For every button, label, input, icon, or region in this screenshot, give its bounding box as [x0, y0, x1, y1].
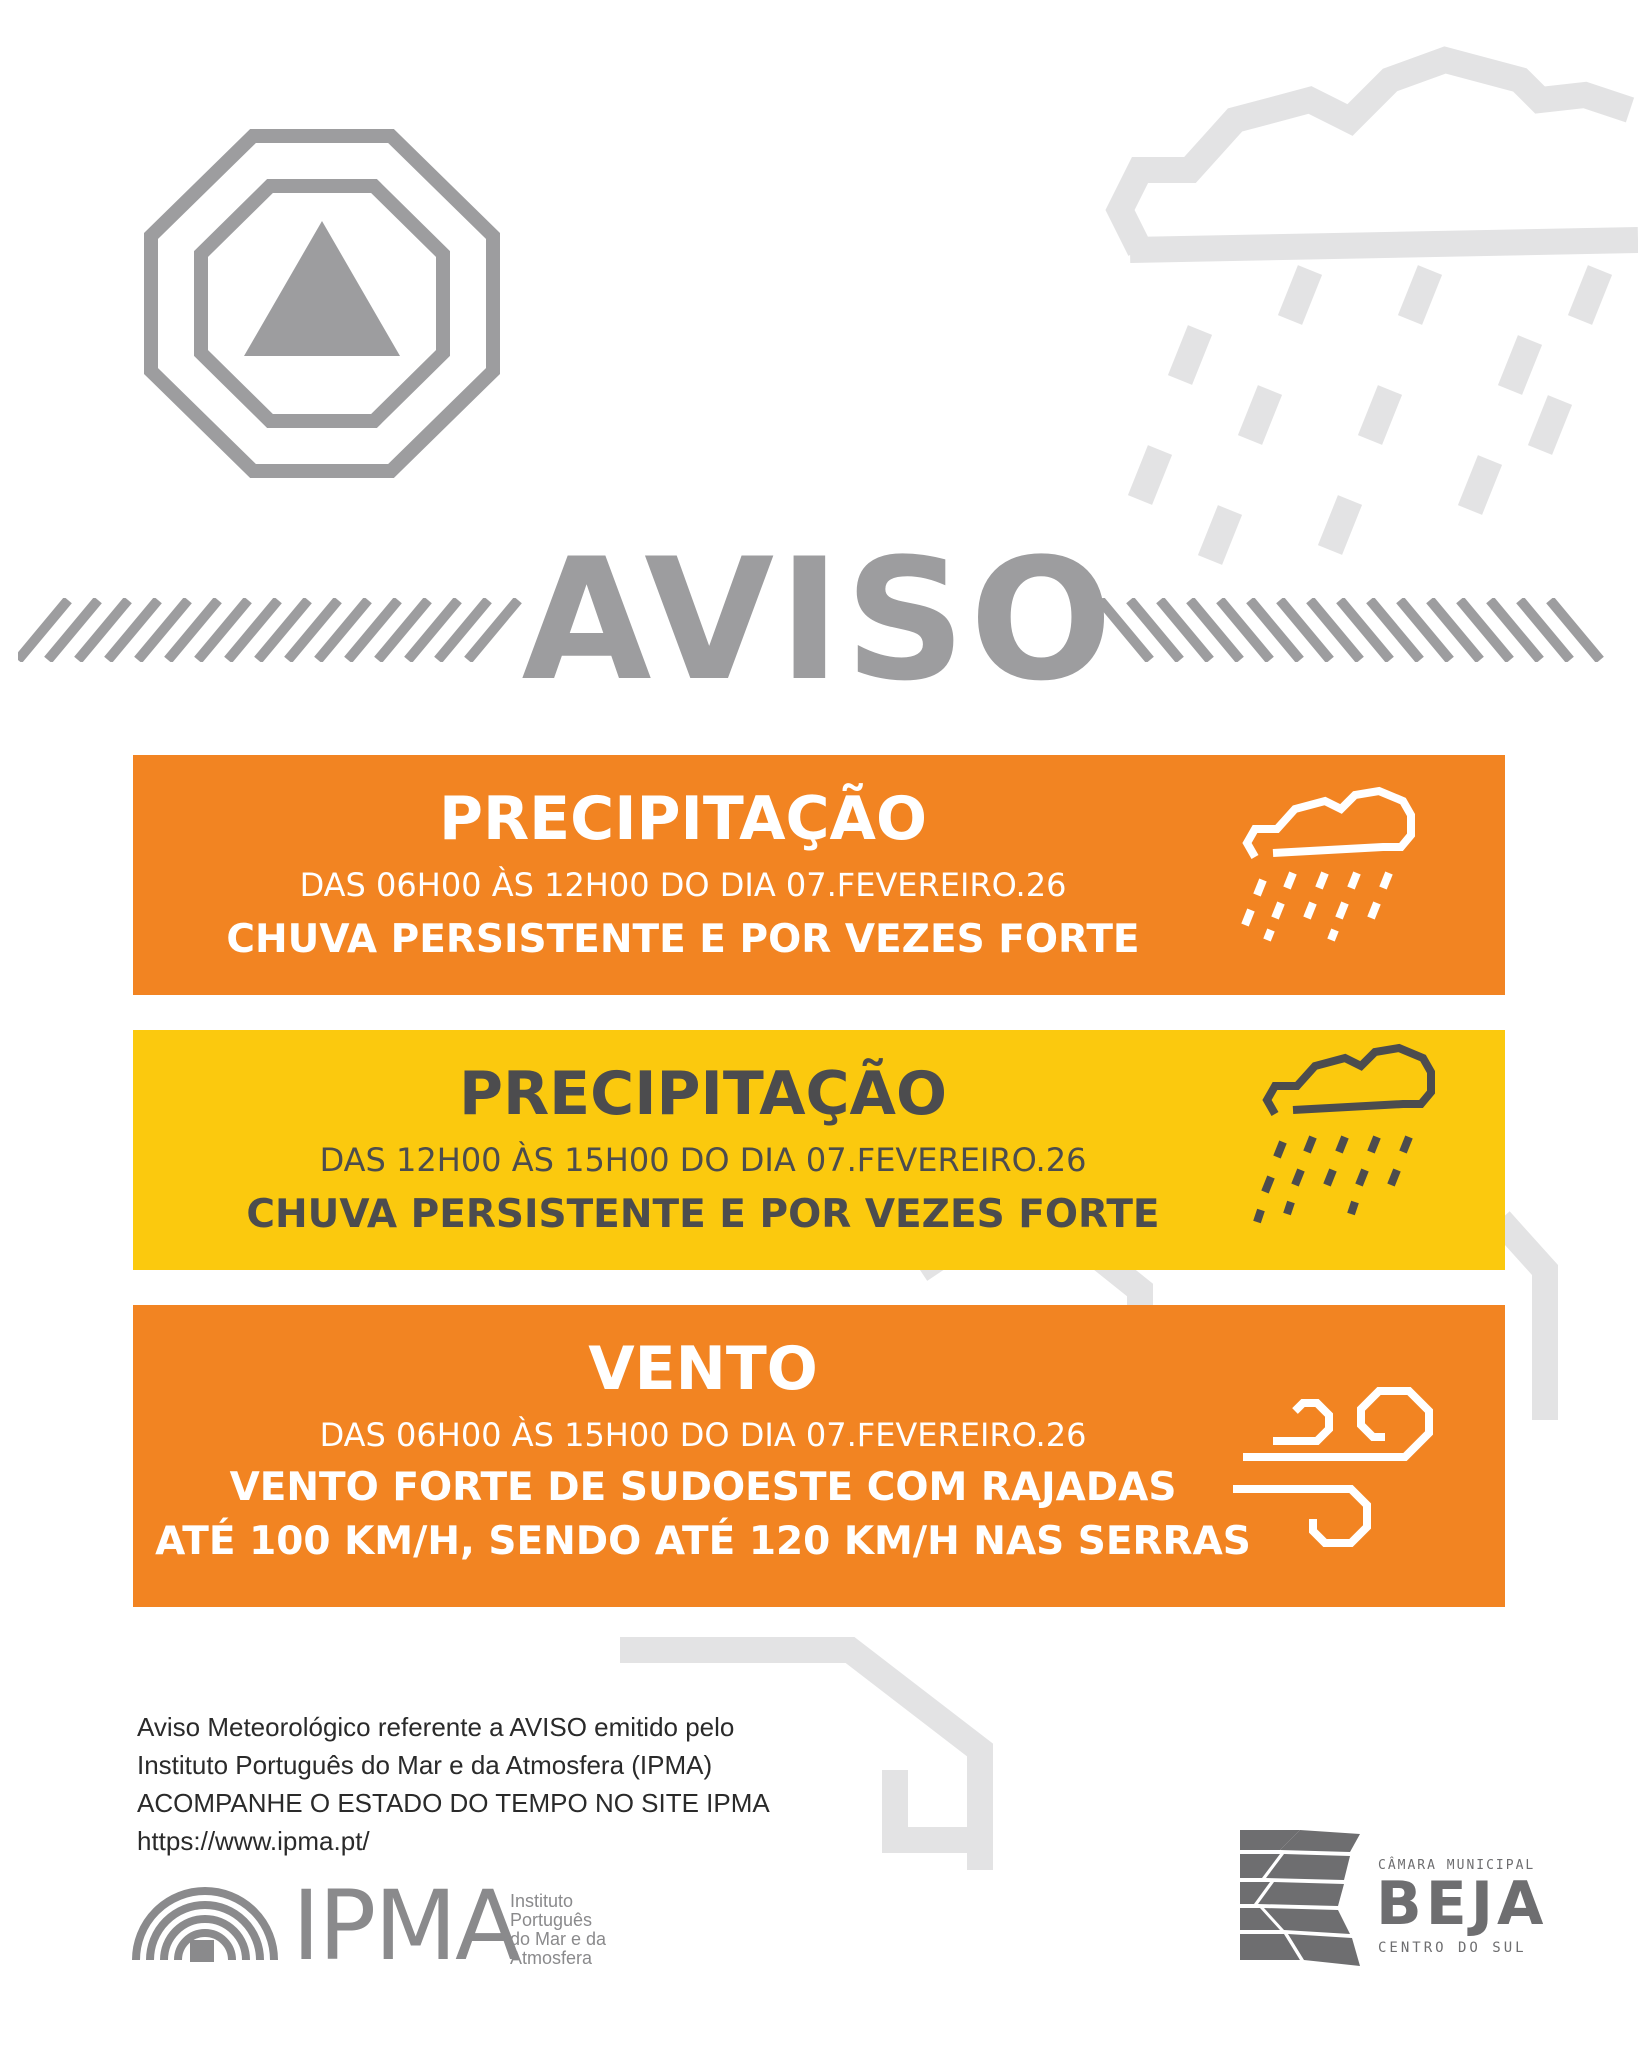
- rain-cloud-icon: [1233, 785, 1433, 955]
- ipma-logo-wordmark: IPMA: [292, 1870, 519, 1982]
- rain-cloud-icon: [1253, 1042, 1453, 1252]
- warning-panel-wind-orange: [133, 1305, 1505, 1607]
- panel-description: CHUVA PERSISTENTE E POR VEZES FORTE: [246, 1192, 1160, 1237]
- panel-description-line-2: ATÉ 100 KM/H, SENDO ATÉ 120 KM/H NAS SERRAS: [155, 1519, 1251, 1564]
- panel-period: DAS 12H00 ÀS 15H00 DO DIA 07.FEVEREIRO.26: [319, 1141, 1087, 1179]
- beja-logo-top-text: CÂMARA MUNICIPAL: [1378, 1858, 1536, 1873]
- background-rain-cloud-icon: [1100, 40, 1638, 580]
- beja-logo-name: BEJA: [1376, 1869, 1548, 1939]
- wind-icon: [1233, 1385, 1453, 1555]
- ipma-arcs-logo-icon: [130, 1880, 280, 1962]
- footer-line: Instituto Português do Mar e da Atmosfera (IPMA): [137, 1750, 713, 1780]
- panel-period: DAS 06H00 ÀS 12H00 DO DIA 07.FEVEREIRO.26: [299, 866, 1067, 904]
- panel-title: PRECIPITAÇÃO: [459, 1059, 947, 1129]
- warning-panel-precipitation-orange: [133, 755, 1505, 995]
- beja-emblem-icon: [1240, 1830, 1362, 1970]
- footer-link[interactable]: https://www.ipma.pt/: [137, 1826, 370, 1856]
- warning-octagon-icon: [138, 126, 506, 481]
- footer-line: ACOMPANHE O ESTADO DO TEMPO NO SITE IPMA: [137, 1788, 770, 1818]
- panel-period: DAS 06H00 ÀS 15H00 DO DIA 07.FEVEREIRO.26: [319, 1416, 1087, 1454]
- ipma-logo-subtitle: Instituto Português do Mar e da Atmosfera: [510, 1891, 607, 1968]
- panel-title: VENTO: [588, 1334, 818, 1404]
- warning-title: AVISO: [521, 522, 1117, 718]
- panel-title: PRECIPITAÇÃO: [439, 784, 927, 854]
- footer-notice: [137, 1708, 770, 1860]
- beja-logo-bottom-text: CENTRO DO SUL: [1378, 1940, 1527, 1956]
- panel-description-line-1: VENTO FORTE DE SUDOESTE COM RAJADAS: [229, 1465, 1177, 1510]
- panel-description: CHUVA PERSISTENTE E POR VEZES FORTE: [226, 917, 1140, 962]
- footer-line: Aviso Meteorológico referente a AVISO emitido pelo: [137, 1712, 735, 1742]
- warning-panel-precipitation-yellow: [133, 1030, 1505, 1270]
